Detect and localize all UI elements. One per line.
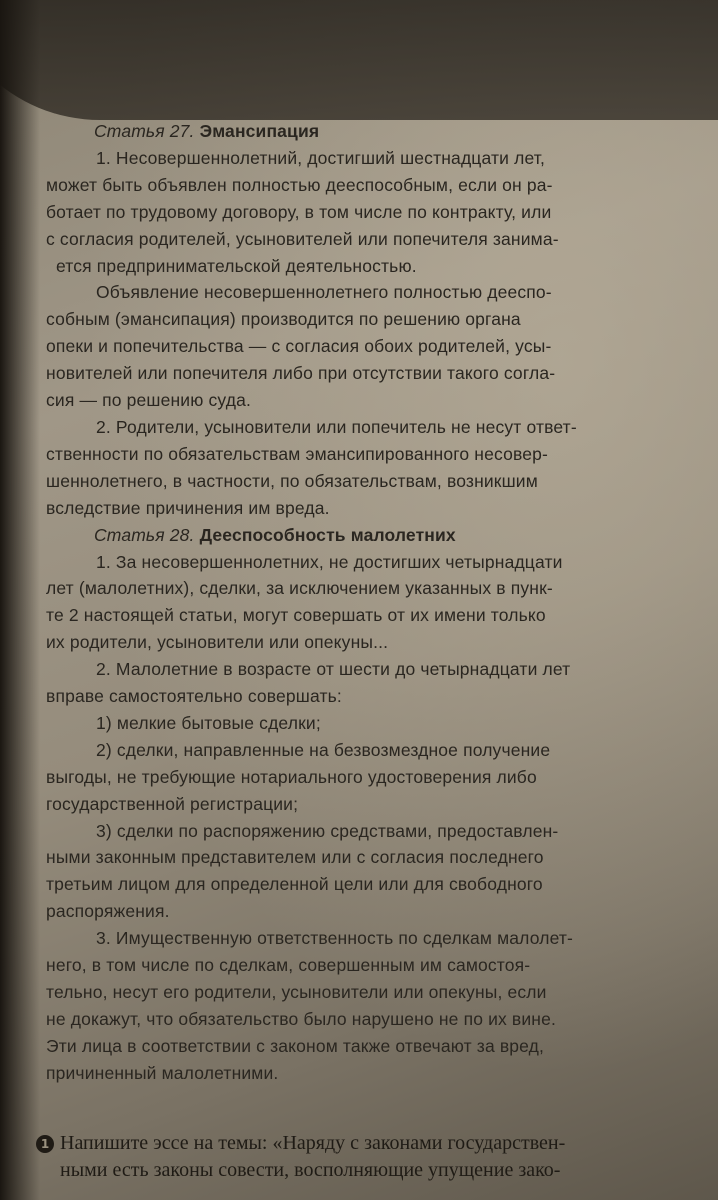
task-number-icon: 1: [36, 1135, 54, 1153]
article-28-number: Статья 28.: [94, 524, 195, 545]
text-line: распоряжения.: [46, 901, 170, 922]
text-line: с согласия родителей, усыновителей или попечителя занима-: [46, 228, 559, 249]
text-line: третьим лицом для определенной цели или для свободного: [46, 874, 543, 895]
text-line: вправе самостоятельно совершать:: [46, 686, 342, 707]
task-line: [36, 1130, 718, 1157]
text-line: выгоды, не требующие нотариального удостоверения либо: [46, 766, 537, 787]
article-text: [46, 118, 714, 1087]
text-line: те 2 настоящей статьи, могут совершать от их имени только: [46, 605, 546, 626]
page-shadow-left: [0, 0, 40, 1200]
text-line: ственности по обязательствам эмансипированного несовер-: [46, 443, 548, 464]
page-shadow-top: [0, 0, 718, 120]
text-line: опеки и попечительства — с согласия обоих родителей, усы-: [46, 336, 552, 357]
text-line: причиненный малолетними.: [46, 1062, 279, 1083]
article-28-heading: [46, 522, 714, 549]
text-line: шеннолетнего, в частности, по обязательствам, возникшим: [46, 470, 538, 491]
task-line: ными есть законы совести, восполняющие упущение зако-: [60, 1159, 561, 1181]
text-line: не докажут, что обязательство было нарушено не по их вине.: [46, 1008, 557, 1029]
task-text: Напишите эссе на темы: «Наряду с законами государствен-: [60, 1132, 566, 1154]
text-line: 2) сделки, направленные на безвозмездное получение: [96, 739, 551, 760]
text-line: него, в том числе по сделкам, совершенным им самостоя-: [46, 955, 531, 976]
text-line: тельно, несут его родители, усыновители или опекуны, если: [46, 982, 547, 1002]
article-27-heading: [46, 118, 714, 145]
text-line: 1) мелкие бытовые сделки;: [96, 712, 321, 733]
article-27-title: Эмансипация: [199, 121, 320, 141]
text-line: может быть объявлен полностью дееспособным, если он ра-: [46, 174, 553, 195]
text-line: 2. Родители, усыновители или попечитель не несут ответ-: [96, 416, 577, 437]
text-line: ботает по трудовому договору, в том числе по контракту, или: [46, 201, 552, 222]
text-line: Объявление несовершеннолетнего полностью дееспо-: [96, 282, 552, 303]
text-line: 1. Несовершеннолетний, достигший шестнадцати лет,: [96, 147, 545, 168]
text-line: новителей или попечителя либо при отсутствии такого согла-: [46, 363, 556, 384]
text-line: 3) сделки по распоряжению средствами, предоставлен-: [96, 820, 559, 841]
text-line: сия — по решению суда.: [46, 390, 251, 411]
essay-task: [36, 1130, 718, 1184]
text-line: государственной регистрации;: [46, 793, 299, 814]
text-line: 1. За несовершеннолетних, не достигших четырнадцати: [96, 551, 563, 572]
article-28-title: Дееспособность малолетних: [199, 524, 456, 545]
text-line: собным (эмансипация) производится по решению органа: [46, 309, 521, 330]
text-line: 2. Малолетние в возрасте от шести до четырнадцати лет: [96, 659, 571, 680]
text-line: их родители, усыновители или опекуны...: [46, 632, 389, 653]
text-line: 3. Имущественную ответственность по сделкам малолет-: [96, 928, 574, 949]
text-line: вследствие причинения им вреда.: [46, 497, 330, 518]
text-line: ется предпринимательской деятельностью.: [56, 255, 417, 276]
text-line: Эти лица в соответствии с законом также отвечают за вред,: [46, 1035, 545, 1056]
text-line: ными законным представителем или с согласия последнего: [46, 847, 544, 868]
article-27-number: Статья 27.: [94, 121, 195, 141]
text-line: лет (малолетних), сделки, за исключением указанных в пунк-: [46, 578, 553, 599]
